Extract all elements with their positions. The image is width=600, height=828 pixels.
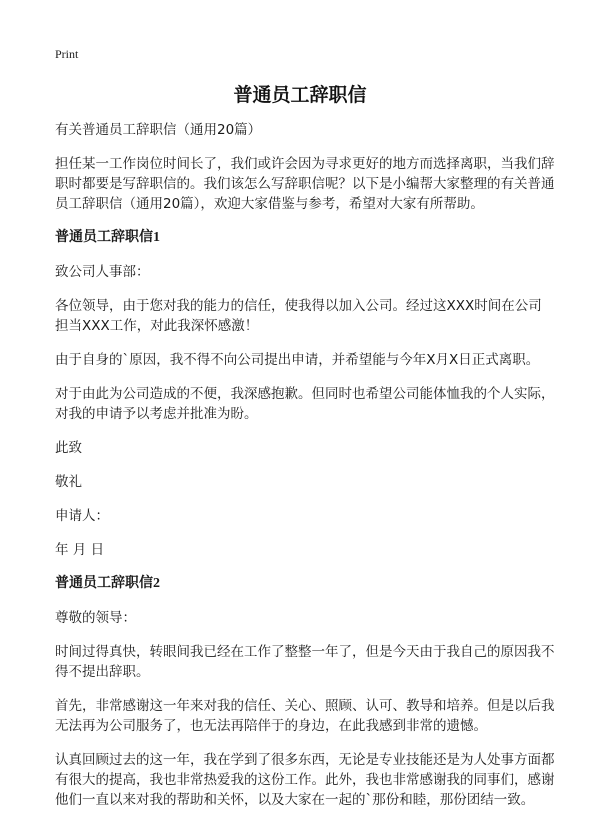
letter2-paragraph: 首先，非常感谢这一年来对我的信任、关心、照顾、认可、教导和培养。但是以后我无法再为公司服务了，也无法再陪伴于的身边，在此我感到非常的遗憾。 [55, 698, 555, 734]
intro-paragraph: 担任某一工作岗位时间长了，我们或许会因为寻求更好的地方而选择离职，当我们辞职时都要是写辞职信的。我们该怎么写辞职信呢？以下是小编帮大家整理的有关普通员工辞职信（通用20篇），欢迎大家借鉴与参考，希望对大家有所帮助。 [55, 156, 555, 212]
document-subtitle: 有关普通员工辞职信（通用20篇） [55, 122, 262, 138]
print-link[interactable]: Print [55, 47, 79, 61]
letter2-paragraph: 时间过得真快，转眼间我已经在工作了整整一年了，但是今天由于我自己的原因我不得不提出辞职。 [55, 644, 555, 680]
letter1-paragraph: 由于自身的`原因，我不得不向公司提出申请，并希望能与今年X月X日正式离职。 [55, 352, 540, 368]
letter1-date: 年 月 日 [55, 542, 105, 558]
document-title: 普通员工辞职信 [233, 84, 367, 106]
letter1-heading: 普通员工辞职信1 [55, 230, 160, 245]
letter2-paragraph: 认真回顾过去的这一年，我在学到了很多东西，无论是专业技能还是为人处事方面都有很大的提高，我也非常热爱我的这份工作。此外，我也非常感谢我的同事们，感谢他们一直以来对我的帮助和关怀，以及大家在一起的`那份和睦，那份团结一致。 [55, 752, 555, 808]
letter1-paragraph: 对于由此为公司造成的不便，我深感抱歉。但同时也希望公司能体恤我的个人实际，对我的申请予以考虑并批准为盼。 [55, 386, 555, 422]
letter2-salutation: 尊敬的领导： [55, 610, 136, 626]
letter1-applicant: 申请人： [55, 508, 109, 524]
letter1-paragraph: 各位领导，由于您对我的能力的信任，使我得以加入公司。经过这XXX时间在公司担当XXX工作，对此我深怀感激！ [55, 298, 542, 334]
letter1-closing: 敬礼 [55, 474, 82, 490]
letter1-salutation: 致公司人事部： [55, 264, 150, 280]
letter2-heading: 普通员工辞职信2 [55, 576, 160, 591]
document-body [55, 120, 555, 824]
letter1-closing: 此致 [55, 440, 82, 456]
